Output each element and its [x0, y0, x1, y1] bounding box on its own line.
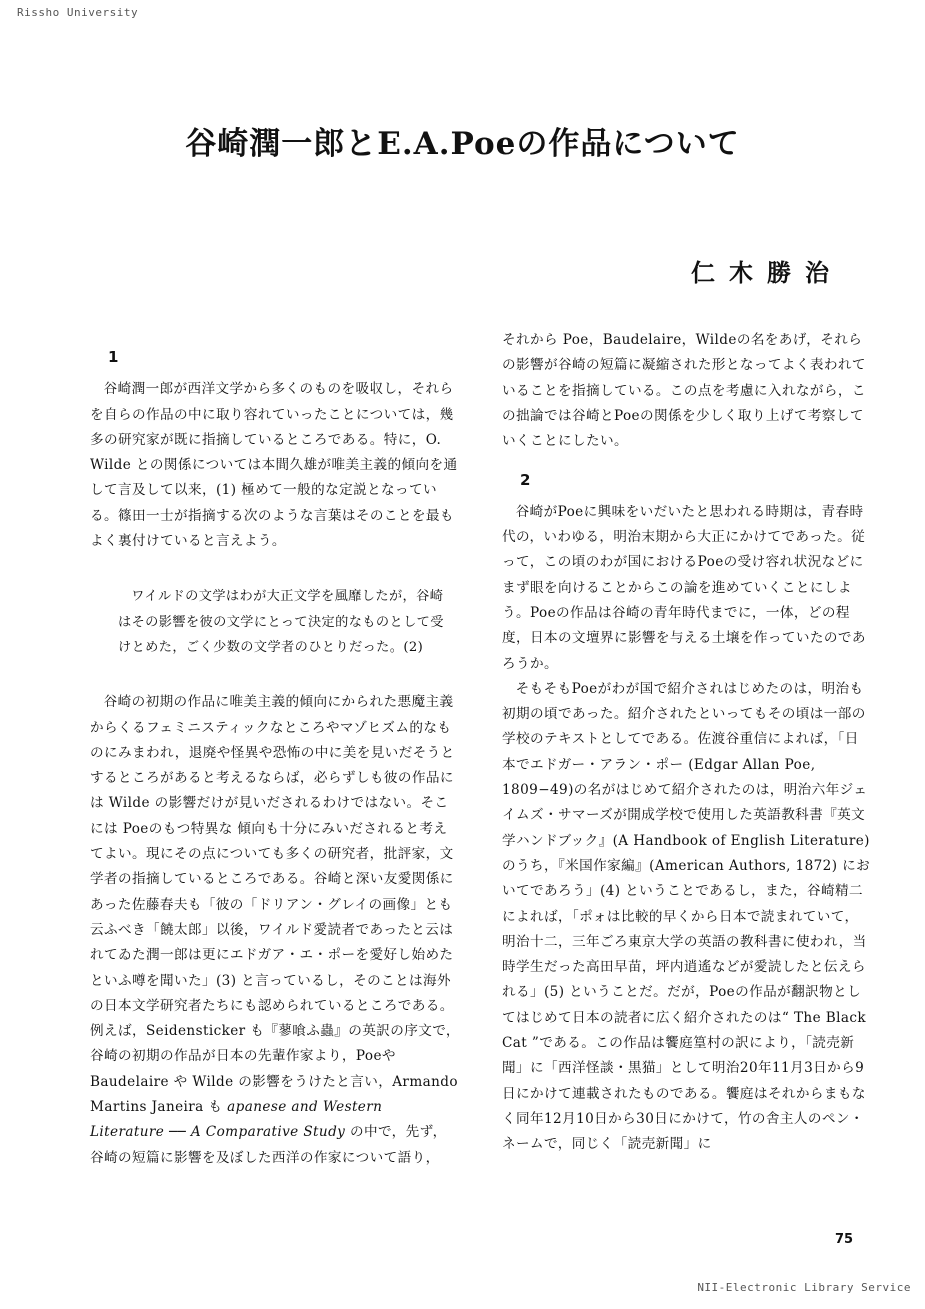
section-2-heading: 2 [520, 471, 531, 490]
quote-text: ワイルドの文学はわが大正文学を風靡したが，谷崎はその影響を彼の文学にとって決定的なものとして受けとめた，ごく少数の文学者のひとりだった。(2) [118, 589, 444, 655]
paragraph-2-text-b: の中で，先ず，谷崎の短篇に影響を及ぼした西洋の作家について語り， [90, 1124, 447, 1166]
section-1-paragraph-2 [90, 690, 460, 1171]
section-1-paragraph-1: 谷崎潤一郎が西洋文学から多くのものを吸収し，それらを自らの作品の中に取り容れていったことについては，幾多の研究家が既に指摘しているところである。特に，O. Wilde との関係については本間久雄が唯美主義的傾向を通して言及して以来，(1) 極めて一般的な定説となっている。篠田一士が指摘する次のような言葉はそのことを最もよく裏付けていると言えよう。 [90, 381, 458, 550]
paragraph-2-text-a: 谷崎の初期の作品に唯美主義的傾向にかられた悪魔主義からくるフェミニスティックなところやマゾヒズム的なものにみまわれ，退廃や怪異や恐怖の中に美を見いだそうとするところがあると考えるならば，必らずしも彼の作品には Wilde の影響だけが見いだされるわけではない。そこには Poeのもつ特異な 傾向も十分にみいだされると考えてよい。現にその点についても多くの研究者，批評家，文学者の指摘しているところである。谷崎と深い友愛関係にあった佐藤春夫も「彼の「ドリアン・グレイの画像」とも云ふべき「饒太郎」以後，ワイルド愛読者であったと云はれてゐた潤一郎は更にエドガア・エ・ポーを愛好し始めたといふ噂を聞いた」(3) と言っているし，そのことは海外の日本文学研究者たちにも認められているところである。例えば，Seidensticker も『蓼喰ふ蟲』の英訳の序文で，谷崎の初期の作品が日本の先輩作家より，Poeや Baudelaire や Wilde の影響をうけたと言い，Armando Martins Janeira も [90, 694, 460, 1116]
section-2-paragraph-2: そもそもPoeがわが国で紹介されはじめたのは，明治も初期の頃であった。紹介されたといってもその頃は一部の学校のテキストとしてである。佐渡谷重信によれば，「日本でエドガー・アラン・ポー (Edgar Allan Poe, 1809−49)の名がはじめて紹介されたのは，明治六年ジェイムズ・サマーズが開成学校で使用した英語教科書『英文学ハンドブック』(A Handbook of English Literature) のうち，『米国作家編』(American Authors, 1872) においてであろう」(4) ということであるし，また，谷崎精二によれば，「ポォは比較的早くから日本で読まれていて，明治十二，三年ごろ東京大学の英語の教科書に使われ，当時学生だった高田早苗，坪内逍遙などが愛読したと伝えられる」(5) ということだ。だが，Poeの作品が翻訳物としてはじめて日本の読者に広く紹介されたのは“ The Black Cat ”である。この作品は饗庭篁村の訳により，「読売新聞」に「西洋怪談・黒猫」として明治20年11月3日から9日にかけて連載されたものである。饗庭はそれからまもなく同年12月10日から30日にかけて，竹の舎主人のペン・ネームで，同じく「読売新聞」に [502, 680, 871, 1153]
footer-service-label: NII-Electronic Library Service [697, 1281, 911, 1294]
book-title-italic: apanese and Western Literature ── A Comparative Study [90, 1099, 383, 1141]
right-column [502, 328, 872, 1158]
paper-title: 谷崎潤一郎とE.A.Poeの作品について [185, 126, 740, 162]
block-quote [90, 584, 460, 660]
author-name: 仁木勝治 [691, 258, 843, 287]
left-column [90, 328, 460, 1171]
page-number: 75 [835, 1232, 854, 1247]
section-1-continuation: それから Poe，Baudelaire，Wildeの名をあげ，それらの影響が谷崎の短篇に凝縮された形となってよく表われていることを指摘している。この点を考慮に入れながら，この拙論では谷崎とPoeの関係を少しく取り上げて考察していくことにしたい。 [502, 332, 866, 450]
section-2-paragraph-1: 谷崎がPoeに興味をいだいたと思われる時期は，青春時代の，いわゆる，明治末期から大正にかけてであった。従って，この頃のわが国におけるPoeの受け容れ状況などにまず眼を向けることからこの論を進めていくことにしよう。Poeの作品は谷崎の青年時代までに，一体，どの程度，日本の文壇界に影響を与える土壌を作っていたのであろうか。 [502, 503, 866, 672]
section-1-heading: 1 [108, 348, 119, 366]
header-watermark: Rissho University [17, 6, 139, 19]
